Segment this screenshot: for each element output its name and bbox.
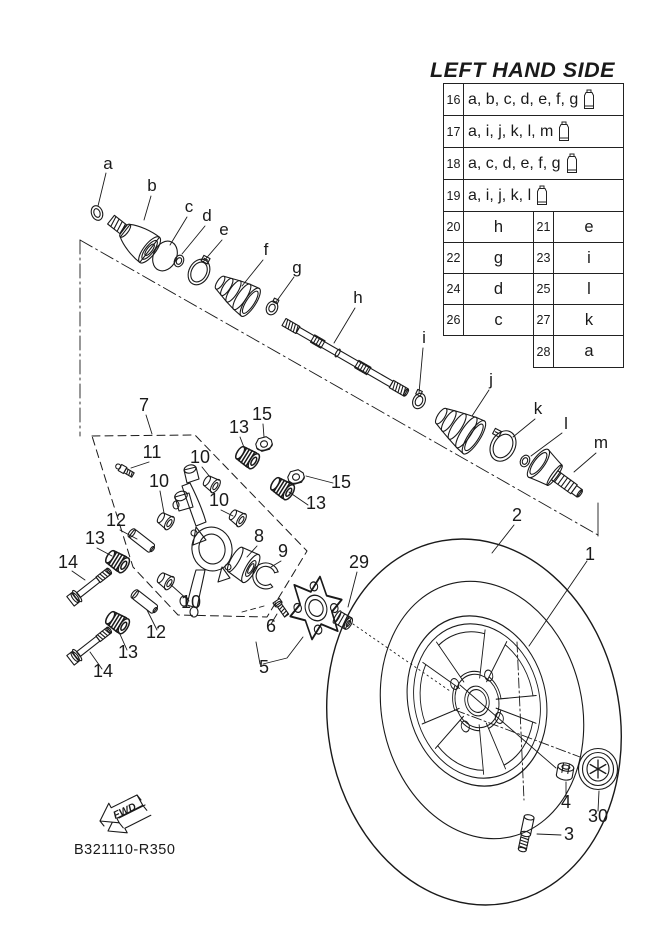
callout-11: 11	[142, 442, 162, 462]
ref-number: 19	[444, 180, 464, 211]
callout-d: d	[202, 206, 212, 225]
ref-number: 28	[534, 336, 554, 367]
part-10-bushing	[155, 510, 177, 531]
part-11-grease-fitting	[114, 462, 134, 478]
ref-letter: e	[584, 217, 594, 236]
callout-j: j	[489, 370, 493, 389]
ref-number: 23	[534, 243, 554, 273]
ref-number: 21	[534, 212, 554, 242]
part-d-ring	[172, 254, 185, 269]
ref-number: 20	[444, 212, 464, 242]
part-13-damper-bushing	[268, 475, 297, 502]
table-row	[443, 304, 624, 336]
callout-9: 9	[277, 541, 289, 561]
callout-b: b	[147, 176, 157, 195]
page-title: LEFT HAND SIDE	[430, 58, 615, 82]
table-row	[443, 179, 624, 212]
callout-i: i	[422, 328, 426, 347]
callout-13: 13	[117, 642, 139, 662]
table-row	[443, 273, 624, 305]
ref-letter: l	[587, 279, 591, 298]
ref-letter: d	[464, 274, 534, 304]
ref-items: a, b, c, d, e, f, g	[464, 84, 623, 115]
callout-4: 4	[560, 792, 572, 812]
callout-1: 1	[584, 544, 596, 564]
callout-7: 7	[138, 395, 150, 415]
part-a-snap-ring	[89, 204, 104, 222]
callout-30: 30	[587, 806, 609, 826]
callout-10: 10	[189, 447, 211, 467]
part-e-boot-band	[184, 252, 216, 288]
callout-13: 13	[84, 528, 106, 548]
part-12-collar	[130, 589, 160, 615]
drawing-number: B321110-R350	[74, 842, 176, 858]
callout-m: m	[593, 433, 609, 452]
part-1-wheel	[389, 601, 564, 801]
callout-8: 8	[253, 526, 265, 546]
callout-k: k	[533, 399, 543, 418]
callout-l: l	[564, 414, 568, 433]
callout-6: 6	[265, 616, 277, 636]
callout-e: e	[219, 220, 229, 239]
part-30-wheel-cap	[579, 749, 618, 790]
callout-a: a	[103, 154, 113, 173]
ref-number: 27	[534, 305, 554, 335]
callout-13: 13	[228, 417, 250, 437]
ref-letter: g	[464, 243, 534, 273]
callout-g: g	[292, 258, 302, 277]
grease-tube-icon	[536, 185, 548, 207]
callout-10: 10	[180, 592, 202, 612]
table-row	[443, 147, 624, 180]
callout-15: 15	[330, 472, 352, 492]
grease-tube-icon	[558, 121, 570, 143]
callout-14: 14	[92, 661, 114, 681]
callout-29: 29	[348, 552, 370, 572]
ref-number: 16	[444, 84, 464, 115]
table-row	[533, 335, 624, 368]
callout-10: 10	[148, 471, 170, 491]
callout-3: 3	[563, 824, 575, 844]
grease-tube-icon	[566, 153, 578, 175]
callout-14: 14	[57, 552, 79, 572]
part-k-boot-band	[482, 425, 521, 466]
part-2-tire	[298, 515, 649, 928]
callout-h: h	[353, 288, 363, 307]
part-3-valve-stem	[517, 814, 535, 853]
ref-number: 17	[444, 116, 464, 147]
part-10-bushing	[227, 507, 249, 528]
callout-15: 15	[251, 404, 273, 424]
table-row	[443, 211, 624, 243]
part-6-bolt	[273, 599, 290, 618]
callout-2: 2	[511, 505, 523, 525]
part-f-cv-boot	[209, 267, 264, 319]
ref-items: a, c, d, e, f, g	[464, 148, 623, 179]
part-j-cv-boot	[428, 398, 490, 457]
callout-c: c	[184, 197, 194, 216]
part-4-valve-nut	[556, 762, 575, 782]
ref-number: 24	[444, 274, 464, 304]
ref-letter: a	[584, 342, 594, 360]
ref-items: a, i, j, k, l	[464, 180, 623, 211]
part-h-axle-shaft	[282, 318, 410, 397]
ref-letter: h	[464, 212, 534, 242]
callout-13: 13	[305, 493, 327, 513]
part-10-bushing	[155, 570, 177, 591]
callout-f: f	[263, 240, 269, 259]
table-row	[443, 83, 624, 116]
callout-5: 5	[258, 657, 270, 677]
ref-items: a, i, j, k, l, m	[464, 116, 623, 147]
part-15-nut	[255, 436, 274, 453]
callout-12: 12	[105, 510, 127, 530]
ref-letter: k	[584, 310, 594, 329]
ref-letter: c	[464, 305, 534, 335]
table-row	[443, 242, 624, 274]
table-row	[443, 115, 624, 148]
callout-12: 12	[145, 622, 167, 642]
part-14-bolt	[66, 624, 114, 666]
ref-number: 22	[444, 243, 464, 273]
ref-number: 26	[444, 305, 464, 335]
ref-number: 18	[444, 148, 464, 179]
grease-tube-icon	[583, 89, 595, 111]
callout-10: 10	[208, 490, 230, 510]
ref-number: 25	[534, 274, 554, 304]
grease-reference-table	[443, 84, 624, 368]
part-12-collar	[127, 528, 157, 554]
part-g-band-clamp	[264, 297, 281, 317]
fwd-label: FWD	[111, 800, 139, 822]
ref-letter: i	[587, 248, 591, 267]
